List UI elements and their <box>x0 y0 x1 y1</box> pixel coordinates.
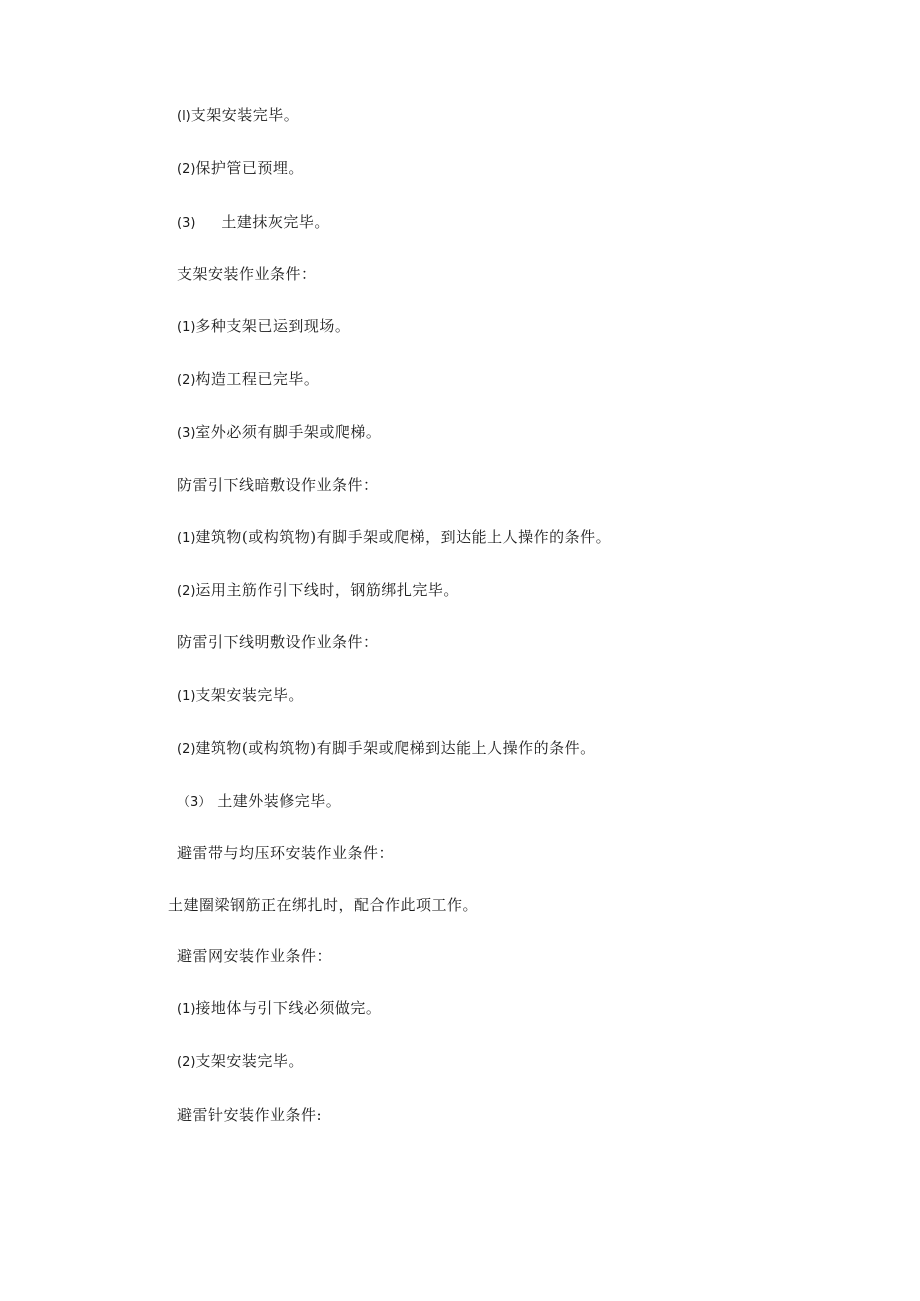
list-item <box>177 105 299 127</box>
item-number: (l) <box>177 109 191 124</box>
item-text: 运用主筋作引下线时，钢筋绑扎完毕。 <box>195 581 459 599</box>
paragraph-text: 土建圈梁钢筋正在绑扎时，配合作此项工作。 <box>168 896 479 914</box>
list-item <box>177 158 304 180</box>
item-text: 构造工程已完毕。 <box>195 370 320 388</box>
list-item <box>177 685 304 707</box>
list-item <box>177 369 319 391</box>
item-text: 支架安装完毕。 <box>195 1052 304 1070</box>
item-text: 建筑物(或构筑物)有脚手架或爬梯，到达能上人操作的条件。 <box>195 528 612 546</box>
item-number: (2) <box>177 742 196 757</box>
section-heading <box>177 264 317 284</box>
heading-text: 防雷引下线明敷设作业条件： <box>177 633 379 651</box>
list-item <box>177 1051 304 1073</box>
list-item <box>177 580 459 602</box>
item-number: (2) <box>177 373 196 388</box>
heading-text: 避雷网安装作业条件： <box>177 947 333 965</box>
item-number: (1) <box>177 1002 196 1017</box>
item-number: (2) <box>177 1055 196 1070</box>
item-number: (1) <box>177 689 196 704</box>
item-number: (3) <box>177 216 196 231</box>
item-text: 接地体与引下线必须做完。 <box>195 999 382 1017</box>
paragraph <box>168 895 478 915</box>
heading-text: 支架安装作业条件： <box>177 265 317 283</box>
item-text: 土建外装修完毕。 <box>217 792 342 810</box>
list-item <box>177 791 341 813</box>
item-text: 土建抹灰完毕。 <box>221 213 330 231</box>
item-text: 建筑物(或构筑物)有脚手架或爬梯到达能上人操作的条件。 <box>195 739 596 757</box>
section-heading <box>177 843 394 863</box>
item-number: (2) <box>177 162 196 177</box>
list-item <box>177 527 611 549</box>
section-heading <box>177 475 379 495</box>
item-text: 支架安装完毕。 <box>195 686 304 704</box>
section-heading <box>177 1105 322 1125</box>
item-number: (2) <box>177 584 196 599</box>
item-text: 支架安装完毕。 <box>190 106 300 124</box>
section-heading <box>177 632 379 652</box>
heading-text: 避雷带与均压环安装作业条件： <box>177 844 395 862</box>
list-item <box>177 998 381 1020</box>
section-heading <box>177 946 332 966</box>
list-item <box>177 422 381 444</box>
item-number: (1) <box>177 531 196 546</box>
list-item <box>177 738 596 760</box>
list-item <box>177 316 350 338</box>
item-number: (1) <box>177 320 196 335</box>
item-number: (3) <box>177 426 196 441</box>
heading-text: 避雷针安装作业条件: <box>177 1106 323 1124</box>
list-item <box>177 212 330 234</box>
item-text: 室外必须有脚手架或爬梯。 <box>195 423 382 441</box>
heading-text: 防雷引下线暗敷设作业条件： <box>177 476 379 494</box>
item-number: （3） <box>177 795 212 810</box>
item-text: 多种支架已运到现场。 <box>195 317 351 335</box>
item-text: 保护管已预埋。 <box>195 159 304 177</box>
